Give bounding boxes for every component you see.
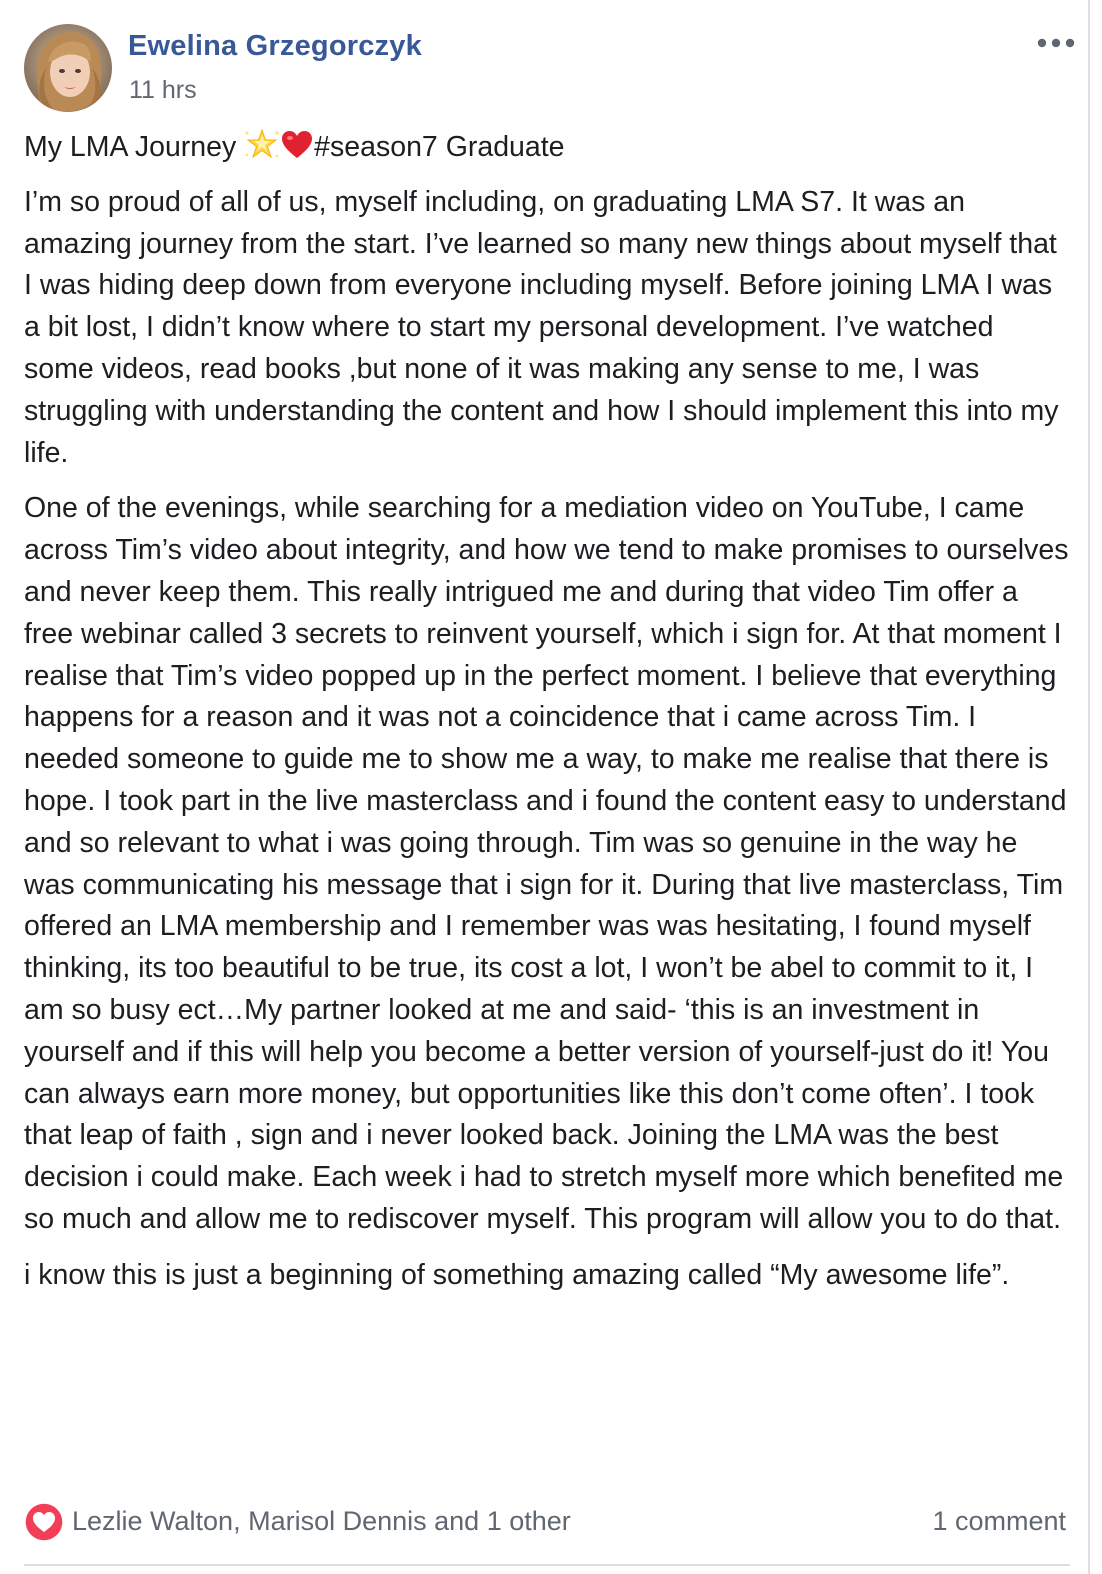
post-title-after: #season7 Graduate (314, 131, 565, 163)
post-title-before: My LMA Journey (24, 131, 245, 163)
post-timestamp[interactable]: 11 hrs (129, 76, 197, 104)
more-options-button[interactable] (1034, 30, 1078, 56)
avatar-image (24, 24, 112, 112)
post-paragraph-2: One of the evenings, while searching for a mediation video on YouTube, I came across Tim’s video about integrity, and how we tend to make promises to ourselves and never keep them. This really intrigued me and during that video Tim offer a free webinar called 3 secrets to reinvent yourself, which i sign for. At that moment I realise that Tim’s video popped up in the perfect moment. I believe that everything happens for a reason and it was not a coincidence that i came across Tim. I needed someone to guide me to show me a way, to make me realise that there is hope. I took part in the live masterclass and i found the content easy to understand and so relevant to what i was going through. Tim was so genuine in the way he was communicating his message that i sign for it. During that live masterclass, Tim offered an LMA membership and I remember was was hesitating, I found myself thinking, its too beautiful to be true, its cost a lot, I won’t be abel to commit to it, I am so busy ect…My partner looked at me and said- ‘this is an investment in yourself and if this will help you become a better version of yourself-just do it! You can always earn more money, but opportunities like this don’t come often’. I took that leap of faith , sign and i never looked back. Joining the LMA was the best decision i could make. Each week i had to stretch myself more which benefited me so much and allow me to rediscover myself. This program will allow you to do that. (24, 492, 1069, 1235)
author-avatar[interactable] (24, 24, 112, 112)
red-heart-icon (280, 129, 314, 174)
comments-count-link[interactable]: 1 comment (932, 1506, 1066, 1536)
post-text (24, 127, 1070, 1311)
ellipsis-icon (1034, 30, 1078, 56)
glowing-star-icon (244, 129, 280, 174)
author-name[interactable]: Ewelina Grzegorczyk (128, 30, 422, 62)
post-title (24, 127, 1070, 174)
post-paragraph-1: I’m so proud of all of us, myself including, on graduating LMA S7. It was an amazing journey from the start. I’ve learned so many new things about myself that I was hiding deep down from everyone including myself. Before joining LMA I was a bit lost, I didn’t know where to start my personal development. I’ve watched some videos, read books ,but none of it was making any sense to me, I was struggling with understanding the content and how I should implement this into my life. (24, 185, 1059, 469)
post-footer (24, 1500, 1070, 1546)
post-paragraph-3: i know this is just a beginning of something amazing called “My awesome life”. (24, 1258, 1010, 1291)
footer-divider (24, 1564, 1070, 1566)
reactors-link[interactable]: Lezlie Walton, Marisol Dennis and 1 other (72, 1506, 571, 1536)
love-reaction-icon[interactable] (24, 1502, 64, 1542)
